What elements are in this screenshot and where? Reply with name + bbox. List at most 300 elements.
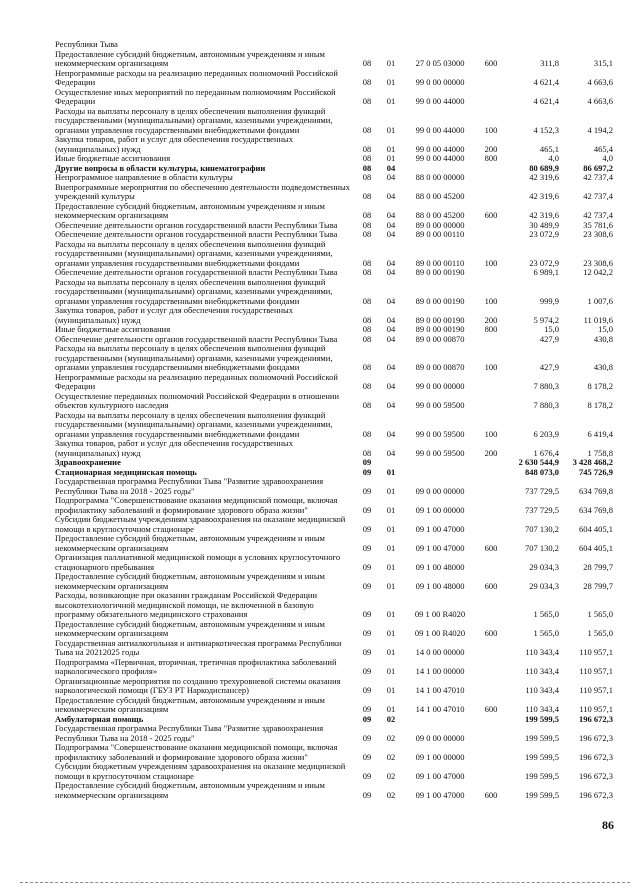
table-row — [55, 468, 615, 478]
row-expense-type: 100 — [484, 428, 498, 439]
row-section-code: 09 — [362, 467, 372, 477]
row-target-article: 09 1 00 R4020 — [414, 609, 466, 619]
row-subsection-code: 02 — [386, 770, 396, 781]
row-expense-type — [477, 392, 505, 411]
row-amount-year1: 80 689,9 — [529, 163, 559, 173]
row-expense-type — [477, 373, 505, 392]
row-target-article: 99 0 00 44000 — [415, 124, 465, 135]
row-subsection-code: 01 — [386, 542, 396, 553]
row-section-code: 08 — [362, 400, 372, 410]
table-row — [55, 325, 615, 335]
table-row — [55, 154, 615, 164]
row-name: Предоставление субсидий бюджетным, автономным учреждениям и иным некоммерческим организациям — [55, 572, 325, 591]
row-amount-year1: 30 489,9 — [529, 220, 559, 230]
row-amount-year2: 15,0 — [598, 325, 613, 334]
row-section-code: 09 — [362, 770, 372, 781]
row-amount-year2: 604 405,1 — [579, 523, 613, 534]
row-amount-year2: 3 428 468,2 — [572, 458, 613, 467]
row-name: Непрограммное направление в области культуры — [55, 173, 233, 182]
row-subsection-code: 04 — [386, 230, 396, 239]
row-amount-year2: 110 957,1 — [579, 704, 613, 714]
row-amount-year2: 745 726,9 — [579, 467, 613, 477]
row-amount-year2: 315,1 — [593, 58, 613, 68]
row-amount-year1: 199 599,5 — [525, 789, 559, 800]
row-amount-year2: 196 672,3 — [579, 714, 613, 724]
row-amount-year2: 604 405,1 — [579, 542, 613, 553]
budget-table — [55, 40, 615, 800]
row-name: Непрограммные расходы на реализацию переданных полномочий Российской Федерации — [55, 68, 338, 87]
row-name: Обеспечение деятельности органов государственной власти Республики Тыва — [55, 334, 338, 344]
row-amount-year2: 23 308,6 — [583, 257, 613, 268]
table-row — [55, 715, 615, 725]
row-subsection-code: 01 — [386, 58, 396, 68]
row-target-article: 99 0 00 44000 — [415, 96, 465, 106]
table-row — [55, 639, 615, 658]
row-section-code: 08 — [362, 295, 372, 306]
row-section-code: 09 — [362, 666, 372, 676]
row-section-code: 08 — [362, 362, 372, 372]
row-amount-year1: 4 621,4 — [533, 77, 559, 87]
row-name: Расходы на выплаты персоналу в целях обеспечения выполнения функций государственными (муниципальными) органами, казенными учреждениями, органами управления государственными внебюджетными фондами — [55, 410, 333, 439]
row-target-article: 27 0 05 03000 — [415, 58, 465, 68]
row-target-article: 14 1 00 47010 — [415, 685, 465, 695]
row-target-article: 99 0 00 44000 — [415, 143, 465, 154]
row-subsection-code: 04 — [386, 210, 396, 220]
row-subsection-code: 04 — [386, 191, 396, 201]
table-row — [55, 107, 615, 136]
row-expense-type — [477, 230, 505, 240]
table-row — [55, 743, 615, 762]
row-amount-year2: 6 419,4 — [587, 428, 613, 439]
row-name: Предоставление субсидий бюджетным, автономным учреждениям и иным некоммерческим организациям — [55, 781, 325, 800]
row-subsection-code: 01 — [386, 666, 396, 676]
table-row — [55, 202, 615, 221]
row-expense-type: 600 — [484, 789, 498, 800]
row-amount-year1: 4 621,4 — [533, 96, 559, 106]
row-target-article: 89 0 00 00190 — [415, 314, 465, 325]
row-expense-type — [477, 335, 505, 345]
row-section-code: 08 — [362, 124, 372, 135]
row-expense-type — [477, 164, 505, 174]
row-name: Другие вопросы в области культуры, кинематографии — [55, 163, 266, 173]
table-row — [55, 781, 615, 800]
row-section-code: 08 — [362, 257, 372, 268]
row-amount-year2: 1 007,6 — [587, 295, 613, 306]
row-target-article: 89 0 00 00110 — [415, 230, 465, 239]
row-expense-type — [477, 515, 505, 534]
row-subsection-code: 04 — [386, 268, 396, 277]
row-section-code: 08 — [362, 428, 372, 439]
table-row — [55, 335, 615, 345]
row-name: Обеспечение деятельности органов государственной власти Республики Тыва — [55, 268, 338, 277]
table-row — [55, 278, 615, 307]
row-name: Иные бюджетные ассигнования — [55, 154, 171, 163]
budget-rows — [55, 40, 615, 800]
row-expense-type: 200 — [484, 143, 498, 154]
table-row — [55, 344, 615, 373]
row-target-article: 09 1 00 R4020 — [414, 628, 466, 638]
row-amount-year2: 110 957,1 — [579, 647, 613, 657]
row-amount-year2: 1 758,8 — [587, 447, 613, 458]
row-name: Подпрограмма «Первичная, вторичная, третичная профилактика заболеваний наркологического профиля» — [55, 657, 337, 676]
row-name: Здравоохранение — [55, 458, 121, 467]
row-name: Иные бюджетные ассигнования — [55, 325, 171, 334]
row-amount-year2: 196 672,3 — [579, 789, 613, 800]
table-row — [55, 373, 615, 392]
row-subsection-code: 04 — [386, 257, 396, 268]
row-amount-year1: 1 565,0 — [533, 628, 559, 638]
row-amount-year2: 110 957,1 — [579, 666, 613, 676]
row-amount-year1: 6 989,1 — [533, 268, 559, 277]
row-subsection-code: 01 — [386, 647, 396, 657]
row-amount-year1 — [505, 40, 561, 50]
row-section-code: 08 — [362, 220, 372, 230]
row-expense-type: 100 — [484, 362, 498, 372]
table-row — [55, 724, 615, 743]
row-amount-year1: 737 729,5 — [525, 504, 559, 515]
row-name: Расходы на выплаты персоналу в целях обеспечения выполнения функций государственными (муниципальными) органами, казенными учреждениями, органами управления государственными внебюджетными фондами — [55, 277, 333, 306]
row-amount-year1: 311,8 — [540, 58, 559, 68]
row-subsection-code: 02 — [386, 789, 396, 800]
row-amount-year2: 1 565,0 — [587, 628, 613, 638]
row-amount-year2: 430,8 — [593, 362, 613, 372]
row-expense-type — [477, 268, 505, 278]
row-target-article: 89 0 00 00110 — [415, 257, 465, 268]
row-name: Предоставление субсидий бюджетным, автономным учреждениям и иным некоммерческим организациям — [55, 619, 325, 638]
row-subsection-code: 01 — [386, 467, 396, 477]
row-name: Осуществление иных мероприятий по переданным полномочиям Российской Федерации — [55, 87, 336, 106]
row-amount-year1: 29 034,3 — [529, 561, 559, 572]
row-expense-type: 600 — [484, 628, 498, 638]
row-section-code: 09 — [362, 751, 372, 762]
row-amount-year2: 42 737,4 — [583, 173, 613, 182]
row-target-article: 88 0 00 45200 — [415, 191, 465, 201]
table-row — [55, 439, 615, 458]
row-name: Предоставление субсидий бюджетным, автономным учреждениям и иным некоммерческим организациям — [55, 695, 325, 714]
row-amount-year2: 86 697,2 — [583, 163, 613, 173]
row-expense-type: 100 — [484, 295, 498, 306]
row-target-article: 89 0 00 00190 — [415, 325, 465, 334]
row-subsection-code: 01 — [386, 504, 396, 515]
table-row — [55, 572, 615, 591]
row-amount-year2: 4 194,2 — [587, 124, 613, 135]
scan-edge-divider — [20, 882, 630, 883]
row-amount-year1: 7 880,3 — [533, 400, 559, 410]
row-amount-year2: 4 663,6 — [587, 96, 613, 106]
row-amount-year2: 8 178,2 — [587, 381, 613, 391]
row-amount-year1: 23 072,9 — [529, 230, 559, 239]
row-subsection-code: 01 — [386, 609, 396, 619]
row-target-article: 99 0 00 59500 — [415, 447, 465, 458]
row-subsection-code — [379, 458, 403, 468]
row-amount-year2: 23 308,6 — [583, 230, 613, 239]
table-row — [55, 677, 615, 696]
row-amount-year2: 11 019,6 — [583, 314, 613, 325]
row-expense-type: 200 — [484, 447, 498, 458]
table-row — [55, 411, 615, 440]
row-section-code: 08 — [362, 325, 372, 334]
row-expense-type — [477, 677, 505, 696]
row-amount-year2: 35 781,6 — [583, 220, 613, 230]
table-row — [55, 458, 615, 468]
row-expense-type — [477, 69, 505, 88]
row-name: Предоставление субсидий бюджетным, автономным учреждениям и иным некоммерческим организациям — [55, 49, 325, 68]
row-subsection-code: 01 — [386, 154, 396, 163]
row-amount-year1: 4,0 — [548, 154, 559, 163]
row-amount-year1: 110 343,4 — [525, 704, 559, 714]
row-target-article: 89 0 00 00870 — [415, 362, 465, 372]
row-subsection-code: 02 — [386, 751, 396, 762]
row-section-code: 09 — [362, 609, 372, 619]
table-row — [55, 306, 615, 325]
row-target-article: 99 0 00 44000 — [415, 154, 465, 163]
table-row — [55, 620, 615, 639]
row-amount-year2: 110 957,1 — [579, 685, 613, 695]
row-subsection-code: 04 — [386, 220, 396, 230]
row-name: Осуществление переданных полномочий Российской Федерации в отношении объектов культурного наследия — [55, 391, 339, 410]
row-target-article: 09 1 00 00000 — [415, 751, 465, 762]
table-row — [55, 534, 615, 553]
table-row — [55, 164, 615, 174]
row-target-article: 09 1 00 00000 — [415, 504, 465, 515]
table-row — [55, 230, 615, 240]
row-amount-year1: 110 343,4 — [525, 685, 559, 695]
row-target-article: 09 0 00 00000 — [415, 485, 465, 496]
row-target-article: 88 0 00 45200 — [415, 210, 465, 220]
row-amount-year2: 12 042,2 — [583, 268, 613, 277]
row-subsection-code: 04 — [386, 295, 396, 306]
row-subsection-code: 01 — [386, 685, 396, 695]
row-name: Государственная программа Республики Тыва "Развитие здравоохранения Республики Тыва на 2018 - 2025 годы" — [55, 724, 324, 743]
row-subsection-code: 01 — [386, 704, 396, 714]
row-section-code: 08 — [362, 96, 372, 106]
row-name: Субсидии бюджетным учреждениям здравоохранения на оказание медицинской помощи в круглосуточном стационаре — [55, 515, 346, 534]
row-name: Государственная антиалкогольная и антинаркотическая программа Республики Тыва на 20212025 годы — [55, 638, 342, 657]
table-row — [55, 221, 615, 231]
row-target-article: 99 0 00 59500 — [415, 400, 465, 410]
row-section-code: 08 — [362, 154, 372, 163]
row-subsection-code: 04 — [386, 428, 396, 439]
row-target-article: 14 1 00 00000 — [415, 666, 465, 676]
row-subsection-code: 04 — [386, 173, 396, 182]
row-name: Субсидии бюджетным учреждениям здравоохранения на оказание медицинской помощи в круглосуточном стационаре — [55, 762, 346, 781]
row-subsection-code: 04 — [386, 163, 396, 173]
row-expense-type: 600 — [484, 58, 498, 68]
row-target-article: 09 1 00 48000 — [415, 580, 465, 591]
table-row — [55, 50, 615, 69]
row-subsection-code: 01 — [386, 124, 396, 135]
row-name: Обеспечение деятельности органов государственной власти Республики Тыва — [55, 220, 338, 230]
row-expense-type: 600 — [484, 542, 498, 553]
row-section-code: 09 — [362, 485, 372, 496]
row-subsection-code: 04 — [386, 334, 396, 344]
row-amount-year1: 848 073,0 — [525, 467, 559, 477]
row-amount-year2 — [561, 40, 615, 50]
row-name: Закупка товаров, работ и услуг для обеспечения государственных (муниципальных) нужд — [55, 306, 294, 325]
row-subsection-code: 01 — [386, 561, 396, 572]
row-name: Подпрограмма "Совершенствование оказания медицинской помощи, включая профилактику заболеваний и формирование здорового образа жизни" — [55, 743, 338, 762]
row-target-article — [403, 715, 477, 725]
row-subsection-code: 02 — [386, 714, 396, 724]
row-expense-type: 100 — [484, 257, 498, 268]
row-section-code: 09 — [362, 504, 372, 515]
row-amount-year1: 42 319,6 — [529, 210, 559, 220]
row-section-code: 09 — [362, 704, 372, 714]
row-expense-type — [477, 496, 505, 515]
row-target-article — [403, 40, 477, 50]
row-expense-type — [477, 173, 505, 183]
row-target-article: 09 1 00 47000 — [415, 770, 465, 781]
row-target-article: 09 1 00 48000 — [415, 561, 465, 572]
row-amount-year2: 430,8 — [593, 334, 613, 344]
row-name: Предоставление субсидий бюджетным, автономным учреждениям и иным некоммерческим организациям — [55, 534, 325, 553]
row-expense-type: 100 — [484, 124, 498, 135]
row-section-code: 09 — [362, 789, 372, 800]
row-subsection-code: 04 — [386, 381, 396, 391]
row-expense-type — [477, 477, 505, 496]
row-amount-year1: 5 974,2 — [533, 314, 559, 325]
row-amount-year1: 6 203,9 — [533, 428, 559, 439]
row-section-code: 08 — [362, 381, 372, 391]
row-amount-year2: 196 672,3 — [579, 770, 613, 781]
table-row — [55, 240, 615, 269]
row-target-article: 99 0 00 00000 — [415, 381, 465, 391]
table-row — [55, 173, 615, 183]
row-amount-year1: 2 630 544,9 — [518, 458, 559, 467]
row-section-code: 08 — [362, 77, 372, 87]
row-amount-year1: 707 130,2 — [525, 542, 559, 553]
row-section-code: 08 — [362, 173, 372, 182]
table-row — [55, 88, 615, 107]
row-amount-year2: 196 672,3 — [579, 732, 613, 743]
row-amount-year1: 707 130,2 — [525, 523, 559, 534]
row-section-code: 09 — [362, 580, 372, 591]
row-amount-year1: 199 599,5 — [525, 751, 559, 762]
row-section-code: 09 — [362, 628, 372, 638]
row-expense-type: 800 — [484, 325, 498, 334]
row-expense-type — [477, 40, 505, 50]
row-amount-year1: 4 152,3 — [533, 124, 559, 135]
row-name: Стационарная медицинская помощь — [55, 467, 197, 477]
row-name: Непрограммные расходы на реализацию переданных полномочий Российской Федерации — [55, 372, 338, 391]
row-amount-year2: 28 799,7 — [583, 580, 613, 591]
row-target-article: 09 1 00 47000 — [415, 542, 465, 553]
row-amount-year1: 42 319,6 — [529, 173, 559, 182]
row-subsection-code: 01 — [386, 628, 396, 638]
row-target-article: 99 0 00 00000 — [415, 77, 465, 87]
row-target-article — [403, 164, 477, 174]
row-name: Внепрограммные мероприятия по обеспечению деятельности подведомственных учреждений культуры — [55, 182, 350, 201]
row-section-code: 09 — [362, 685, 372, 695]
row-expense-type — [477, 658, 505, 677]
row-subsection-code: 04 — [386, 447, 396, 458]
row-name: Закупка товаров, работ и услуг для обеспечения государственных (муниципальных) нужд — [55, 135, 294, 154]
row-section-code — [355, 40, 379, 50]
row-target-article: 99 0 00 59500 — [415, 428, 465, 439]
row-name: Расходы на выплаты персоналу в целях обеспечения выполнения функций государственными (муниципальными) органами, казенными учреждениями, органами управления государственными внебюджетными фондами — [55, 239, 333, 268]
row-expense-type: 600 — [484, 580, 498, 591]
row-name: Предоставление субсидий бюджетным, автономным учреждениям и иным некоммерческим организациям — [55, 201, 325, 220]
page-number: 86 — [602, 818, 614, 832]
row-name: Обеспечение деятельности органов государственной власти Республики Тыва — [55, 230, 338, 239]
row-amount-year2: 465,4 — [593, 143, 613, 154]
row-subsection-code: 01 — [386, 523, 396, 534]
row-subsection-code: 04 — [386, 400, 396, 410]
row-amount-year1: 1 676,4 — [533, 447, 559, 458]
row-target-article: 09 1 00 47000 — [415, 789, 465, 800]
table-row — [55, 553, 615, 572]
row-amount-year1: 23 072,9 — [529, 257, 559, 268]
row-section-code: 09 — [362, 523, 372, 534]
row-amount-year1: 999,9 — [539, 295, 559, 306]
table-row — [55, 183, 615, 202]
row-expense-type: 600 — [484, 210, 498, 220]
row-amount-year2: 28 799,7 — [583, 561, 613, 572]
row-amount-year1: 110 343,4 — [525, 666, 559, 676]
row-expense-type — [477, 724, 505, 743]
row-amount-year1: 199 599,5 — [525, 770, 559, 781]
row-expense-type — [477, 715, 505, 725]
row-section-code: 08 — [362, 191, 372, 201]
table-row — [55, 40, 615, 50]
row-amount-year1: 7 880,3 — [533, 381, 559, 391]
row-subsection-code: 01 — [386, 77, 396, 87]
row-amount-year2: 1 565,0 — [587, 609, 613, 619]
row-subsection-code — [379, 40, 403, 50]
row-subsection-code: 01 — [386, 580, 396, 591]
row-name: Расходы, возникающие при оказании гражданам Российской Федерации высокотехнологичной медицинской помощи, не включенной в базовую программу обязательного медицинского страхования — [55, 591, 318, 619]
row-amount-year2: 8 178,2 — [587, 400, 613, 410]
row-name: Расходы на выплаты персоналу в целях обеспечения выполнения функций государственными (муниципальными) органами, казенными учреждениями, органами управления государственными внебюджетными фондами — [55, 106, 333, 135]
row-amount-year1: 199 599,5 — [525, 732, 559, 743]
table-row — [55, 69, 615, 88]
row-expense-type: 600 — [484, 704, 498, 714]
row-target-article — [403, 468, 477, 478]
row-target-article: 89 0 00 00870 — [415, 334, 465, 344]
row-section-code: 09 — [362, 542, 372, 553]
row-section-code: 08 — [362, 447, 372, 458]
row-amount-year1: 110 343,4 — [525, 647, 559, 657]
row-section-code: 09 — [362, 732, 372, 743]
row-expense-type: 800 — [484, 154, 498, 163]
row-subsection-code: 04 — [386, 325, 396, 334]
table-row — [55, 392, 615, 411]
row-expense-type — [477, 639, 505, 658]
table-row — [55, 515, 615, 534]
table-row — [55, 696, 615, 715]
row-section-code: 09 — [362, 714, 372, 724]
row-expense-type: 200 — [484, 314, 498, 325]
row-amount-year2: 42 737,4 — [583, 210, 613, 220]
row-amount-year2: 196 672,3 — [579, 751, 613, 762]
row-expense-type — [477, 458, 505, 468]
row-expense-type — [477, 591, 505, 620]
row-name: Расходы на выплаты персоналу в целях обеспечения выполнения функций государственными (муниципальными) органами, казенными учреждениями, органами управления государственными внебюджетными фондами — [55, 344, 333, 372]
row-target-article: 89 0 00 00000 — [415, 220, 465, 230]
row-section-code: 09 — [362, 458, 372, 467]
row-section-code: 08 — [362, 58, 372, 68]
row-expense-type — [477, 553, 505, 572]
table-row — [55, 135, 615, 154]
row-section-code: 08 — [362, 268, 372, 277]
row-target-article: 09 0 00 00000 — [415, 732, 465, 743]
row-subsection-code: 01 — [386, 143, 396, 154]
row-name: Организация паллиативной медицинской помощи в условиях круглосуточного стационарного пребывания — [55, 553, 341, 572]
row-amount-year2: 4 663,6 — [587, 77, 613, 87]
row-expense-type — [477, 183, 505, 202]
table-row — [55, 762, 615, 781]
table-row — [55, 658, 615, 677]
